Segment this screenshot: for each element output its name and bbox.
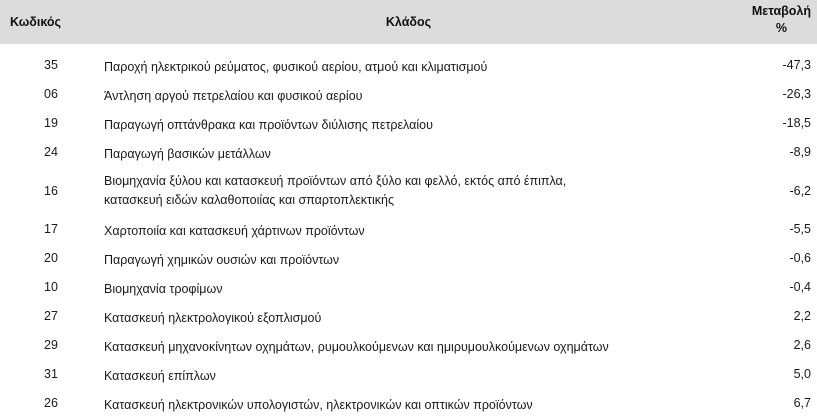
header-change-line1: Μεταβολή bbox=[751, 4, 811, 18]
row-code: 10 bbox=[44, 280, 58, 294]
table-header bbox=[0, 0, 817, 44]
row-sector: Κατασκευή επίπλων bbox=[104, 369, 216, 383]
header-code: Κωδικός bbox=[10, 15, 62, 29]
row-change: -18,5 bbox=[782, 116, 811, 130]
row-change: 6,7 bbox=[793, 396, 811, 410]
row-code: 31 bbox=[44, 367, 58, 381]
row-code: 20 bbox=[44, 251, 58, 265]
row-change: 5,0 bbox=[793, 367, 811, 381]
row-code: 26 bbox=[44, 396, 58, 410]
row-sector: Άντληση αργού πετρελαίου και φυσικού αερίου bbox=[104, 89, 363, 103]
header-change bbox=[752, 3, 811, 37]
row-code: 35 bbox=[44, 58, 58, 72]
row-sector: Χαρτοποιία και κατασκευή χάρτινων προϊόντων bbox=[104, 224, 365, 238]
row-code: 29 bbox=[44, 338, 58, 352]
row-sector: Παραγωγή χημικών ουσιών και προϊόντων bbox=[104, 253, 340, 267]
row-change: 2,2 bbox=[793, 309, 811, 323]
row-sector: Κατασκευή ηλεκτρονικών υπολογιστών, ηλεκτρονικών και οπτικών προϊόντων bbox=[104, 398, 533, 412]
row-code: 06 bbox=[44, 87, 58, 101]
row-change: -0,6 bbox=[789, 251, 811, 265]
row-sector-line1: Βιομηχανία ξύλου και κατασκευή προϊόντων από ξύλο και φελλό, εκτός από έπιπλα, bbox=[104, 174, 567, 188]
row-code: 27 bbox=[44, 309, 58, 323]
header-change-line2: % bbox=[775, 21, 787, 35]
row-sector: Βιομηχανία τροφίμων bbox=[104, 282, 223, 296]
header-sector: Κλάδος bbox=[385, 15, 432, 29]
row-sector: Κατασκευή ηλεκτρολογικού εξοπλισμού bbox=[104, 311, 322, 325]
row-sector: Παραγωγή βασικών μετάλλων bbox=[104, 147, 271, 161]
row-code: 24 bbox=[44, 145, 58, 159]
row-code: 17 bbox=[44, 222, 58, 236]
row-sector: Κατασκευή μηχανοκίνητων οχημάτων, ρυμουλκούμενων και ημιρυμουλκούμενων οχημάτων bbox=[104, 340, 609, 354]
row-sector: Παροχή ηλεκτρικού ρεύματος, φυσικού αερίου, ατμού και κλιματισμού bbox=[104, 60, 488, 74]
row-change: -0,4 bbox=[789, 280, 811, 294]
row-change: -5,5 bbox=[789, 222, 811, 236]
row-code: 19 bbox=[44, 116, 58, 130]
row-change: -6,2 bbox=[789, 184, 811, 198]
row-code: 16 bbox=[44, 184, 58, 198]
row-change: 2,6 bbox=[793, 338, 811, 352]
row-change: -8,9 bbox=[789, 145, 811, 159]
row-sector bbox=[104, 172, 714, 210]
row-change: -26,3 bbox=[782, 87, 811, 101]
row-sector: Παραγωγή οπτάνθρακα και προϊόντων διύλισης πετρελαίου bbox=[104, 118, 433, 132]
row-sector-line2: κατασκευή ειδών καλαθοποιίας και σπαρτοπλεκτικής bbox=[104, 193, 394, 207]
row-change: -47,3 bbox=[782, 58, 811, 72]
